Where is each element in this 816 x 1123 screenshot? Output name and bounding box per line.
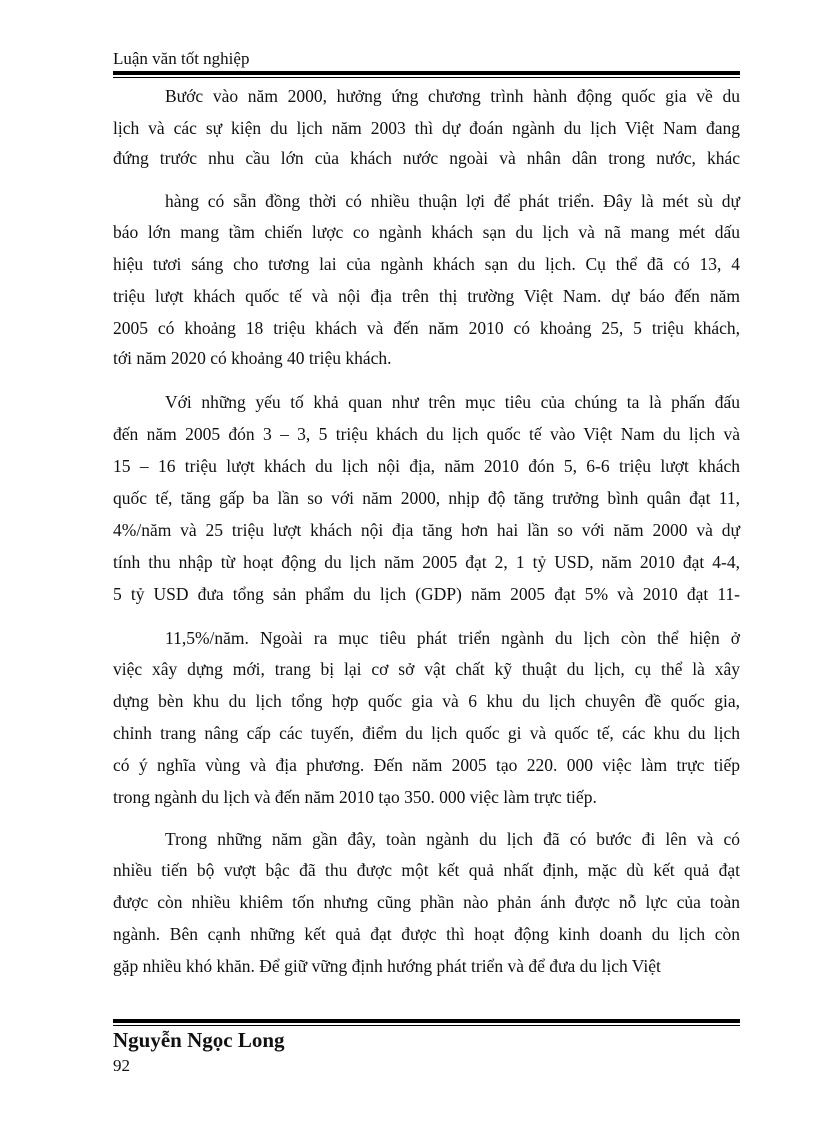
- running-header: Luận văn tốt nghiệp: [113, 49, 250, 68]
- text-line: quốc tế, tăng gấp ba lần so với năm 2000, nhịp độ tăng trưởng bình quân đạt 11,: [113, 488, 740, 508]
- text-line: Trong những năm gần đây, toàn ngành du lịch đã có bước đi lên và có: [165, 829, 740, 849]
- text-line: việc xây dựng mới, trang bị lại cơ sở vật chất kỹ thuật du lịch, cụ thể là xây: [113, 659, 740, 679]
- text-line: đứng trước nhu cầu lớn của khách nước ngoài và nhân dân trong nước, khác: [113, 148, 740, 168]
- text-line: trong ngành du lịch và đến năm 2010 tạo 350. 000 việc làm trực tiếp.: [113, 787, 597, 807]
- text-line: đến năm 2005 đón 3 – 3, 5 triệu khách du lịch quốc tế vào Việt Nam du lịch và: [113, 424, 740, 444]
- text-line: được còn nhiều khiêm tốn nhưng cũng phần nào phản ánh được nỗ lực của toàn: [113, 892, 740, 912]
- text-line: gặp nhiều khó khăn. Để giữ vững định hướng phát triển và để đưa du lịch Việt: [113, 956, 661, 976]
- text-line: hiệu tươi sáng cho tương lai của ngành khách sạn du lịch. Cụ thể đã có 13, 4: [113, 254, 740, 274]
- text-line: 15 – 16 triệu lượt khách du lịch nội địa, năm 2010 đón 5, 6-6 triệu lượt khách: [113, 456, 740, 476]
- text-line: tính thu nhập từ hoạt động du lịch năm 2005 đạt 2, 1 tỷ USD, năm 2010 đạt 4-4,: [113, 552, 740, 572]
- text-line: lịch và các sự kiện du lịch năm 2003 thì dự đoán ngành du lịch Việt Nam đang: [113, 118, 740, 138]
- page-number: 92: [113, 1056, 130, 1075]
- footer-rule-thin: [113, 1025, 740, 1026]
- text-line: hàng có sẵn đồng thời có nhiều thuận lợi để phát triển. Đây là mét sù dự: [165, 191, 740, 211]
- text-line: 5 tỷ USD đưa tổng sản phẩm du lịch (GDP) năm 2005 đạt 5% và 2010 đạt 11-: [113, 584, 740, 604]
- text-line: ngành. Bên cạnh những kết quả đạt được thì hoạt động kinh doanh du lịch còn: [113, 924, 740, 944]
- text-line: Bước vào năm 2000, hưởng ứng chương trình hành động quốc gia về du: [165, 86, 740, 106]
- text-line: báo lớn mang tầm chiến lược co ngành khách sạn du lịch và nã mang mét dấu: [113, 222, 740, 242]
- text-line: 2005 có khoảng 18 triệu khách và đến năm 2010 có khoảng 25, 5 triệu khách,: [113, 318, 740, 338]
- text-line: chỉnh trang nâng cấp các tuyến, điểm du lịch quốc gi và quốc tế, các khu du lịch: [113, 723, 740, 743]
- text-line: 4%/năm và 25 triệu lượt khách nội địa tăng hơn hai lần so với năm 2000 và dự: [113, 520, 740, 540]
- author-name: Nguyễn Ngọc Long: [113, 1028, 285, 1052]
- header-rule: [113, 71, 740, 75]
- header-rule-thin: [113, 77, 740, 78]
- text-line: tới năm 2020 có khoảng 40 triệu khách.: [113, 348, 392, 368]
- text-line: Với những yếu tố khả quan như trên mục tiêu của chúng ta là phấn đấu: [165, 392, 740, 412]
- text-line: 11,5%/năm. Ngoài ra mục tiêu phát triển ngành du lịch còn thể hiện ở: [165, 628, 740, 648]
- text-line: có ý nghĩa vùng và địa phương. Đến năm 2005 tạo 220. 000 việc làm trực tiếp: [113, 755, 740, 775]
- text-line: dựng bèn khu du lịch tổng hợp quốc gia và 6 khu du lịch chuyên đề quốc gia,: [113, 691, 740, 711]
- footer-rule: [113, 1019, 740, 1023]
- text-line: nhiều tiến bộ vượt bậc đã thu được một kết quả nhất định, mặc dù kết quả đạt: [113, 860, 740, 880]
- text-line: triệu lượt khách quốc tế và nội địa trên thị trường Việt Nam. dự báo đến năm: [113, 286, 740, 306]
